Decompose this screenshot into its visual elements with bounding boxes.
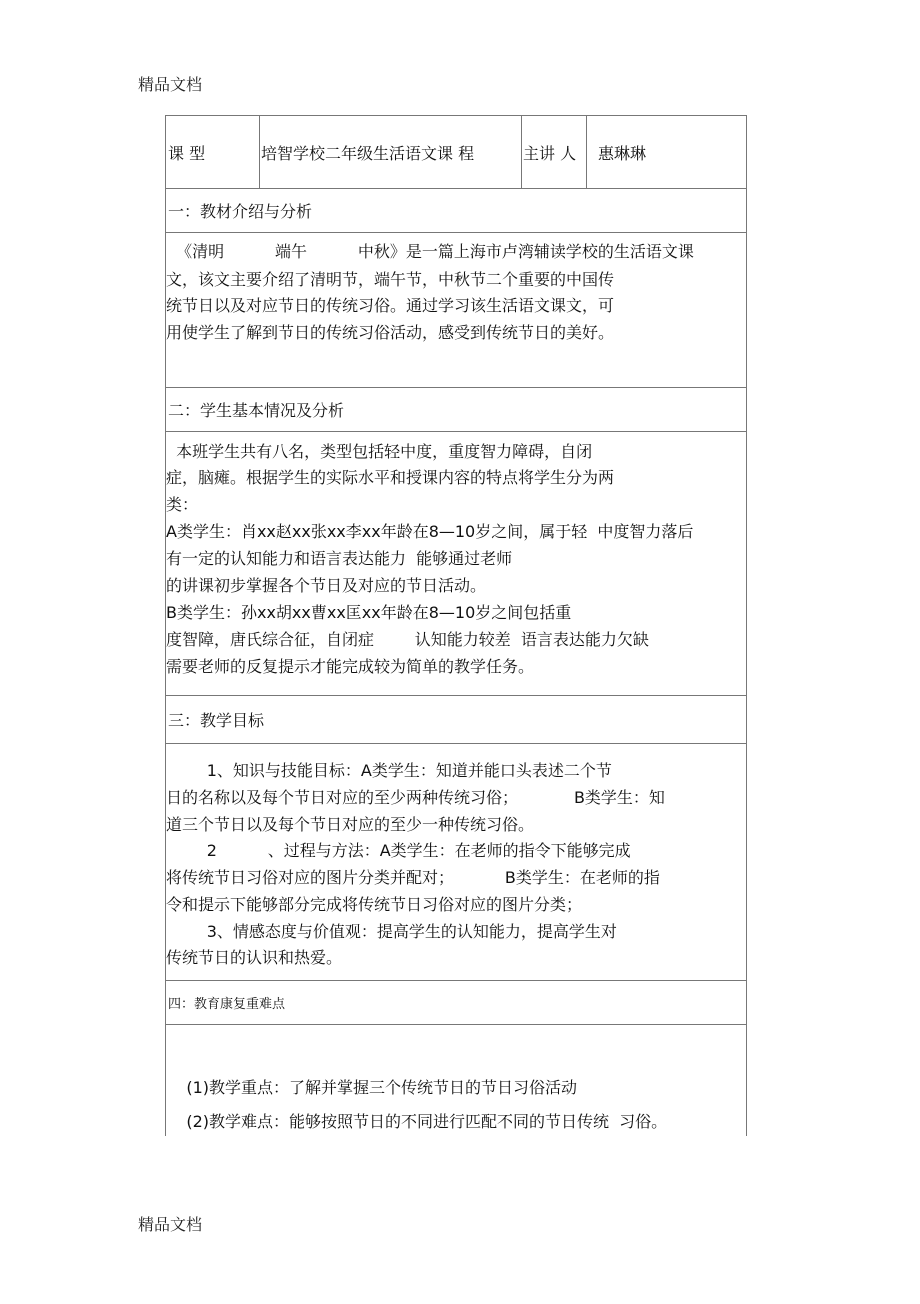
section-1-line: 统节日以及对应节日的传统习俗。通过学习该生活语文课文，可 <box>166 296 615 315</box>
section-3-heading-row <box>166 695 746 744</box>
lesson-plan-table <box>165 115 747 1136</box>
section-2-line: 有一定的认知能力和语言表达能力 能够通过老师 <box>166 549 513 568</box>
speaker-name: 惠琳琳 <box>598 143 647 163</box>
section-3-line: 传统节日的认识和热爱。 <box>166 948 343 967</box>
section-1-line: 用使学生了解到节日的传统习俗活动，感受到传统节日的美好。 <box>166 323 615 342</box>
type-label: 课 型 <box>168 143 206 163</box>
column-divider <box>521 116 522 188</box>
section-4-heading-row <box>166 980 746 1025</box>
section-2-line: 度智障，唐氏综合征，自闭症 认知能力较差 语言表达能力欠缺 <box>166 630 649 649</box>
column-divider <box>259 116 260 188</box>
section-3-line: 将传统节日习俗对应的图片分类并配对； B类学生：在老师的指 <box>166 868 660 887</box>
section-3-line: 1、知识与技能目标：A类学生：知道并能口头表述二个节 <box>166 761 612 780</box>
section-4-heading: 四：教育康复重难点 <box>168 996 286 1012</box>
course-name: 培智学校二年级生活语文课 程 <box>261 143 475 163</box>
section-2-heading-row <box>166 387 746 432</box>
section-3-line: 日的名称以及每个节日对应的至少两种传统习俗； B类学生：知 <box>166 788 665 807</box>
section-3-heading: 三：教学目标 <box>168 710 265 730</box>
section-4-line: (2)教学难点：能够按照节日的不同进行匹配不同的节日传统 习俗。 <box>166 1112 668 1131</box>
section-1-heading: 一：教材介绍与分析 <box>168 201 313 221</box>
section-1-body <box>166 232 746 388</box>
section-2-line: 症，脑瘫。根据学生的实际水平和授课内容的特点将学生分为两 <box>166 468 615 487</box>
section-2-body <box>166 431 746 696</box>
section-3-line: 3、情感态度与价值观：提高学生的认知能力，提高学生对 <box>166 922 617 941</box>
section-3-line: 2 、过程与方法：A类学生：在老师的指令下能够完成 <box>166 841 631 860</box>
speaker-label: 主讲 人 <box>523 143 577 163</box>
section-4-body <box>166 1024 746 1136</box>
section-2-line: 需要老师的反复提示才能完成较为简单的教学任务。 <box>166 657 535 676</box>
section-3-line: 道三个节日以及每个节日对应的至少一种传统习俗。 <box>166 815 535 834</box>
section-2-heading: 二：学生基本情况及分析 <box>168 400 345 420</box>
section-3-body <box>166 743 746 981</box>
section-2-line: B类学生：孙xx胡xx曹xx匡xx年龄在8—10岁之间包括重 <box>166 603 572 622</box>
section-2-line: 本班学生共有八名，类型包括轻中度，重度智力障碍，自闭 <box>166 442 593 461</box>
section-1-heading-row <box>166 188 746 233</box>
section-1-line: 文，该文主要介绍了清明节，端午节，中秋节二个重要的中国传 <box>166 270 615 289</box>
section-1-line: 《清明 端午 中秋》是一篇上海市卢湾辅读学校的生活语文课 <box>166 242 694 261</box>
footer-watermark: 精品文档 <box>138 1215 203 1234</box>
section-2-line: 类： <box>166 495 199 514</box>
section-2-line: 的讲课初步掌握各个节日及对应的节日活动。 <box>166 576 487 595</box>
header-watermark: 精品文档 <box>138 75 203 94</box>
header-row <box>166 116 746 189</box>
section-4-line: (1)教学重点：了解并掌握三个传统节日的节日习俗活动 <box>166 1078 578 1097</box>
column-divider <box>586 116 587 188</box>
section-3-line: 令和提示下能够部分完成将传统节日习俗对应的图片分类； <box>166 895 583 914</box>
section-2-line: A类学生：肖xx赵xx张xx李xx年龄在8—10岁之间，属于轻 中度智力落后 <box>166 522 694 541</box>
